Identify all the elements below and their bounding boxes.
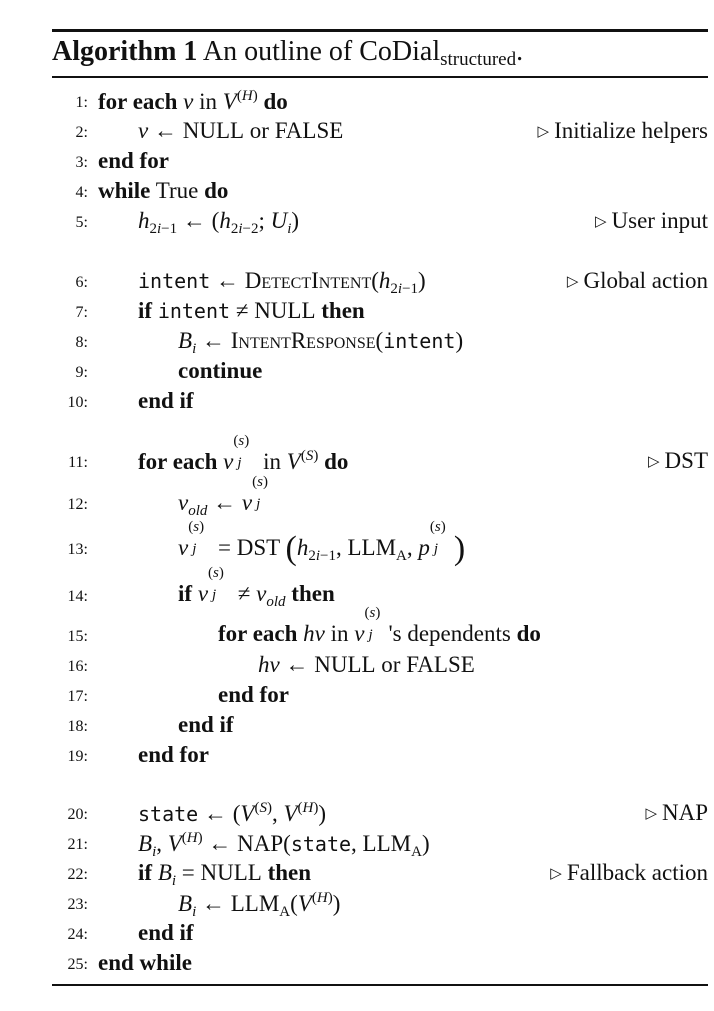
line-number: 6: — [75, 274, 88, 291]
bottom-rule — [52, 984, 708, 986]
algorithm-title-text: An outline of CoDial — [202, 36, 441, 67]
line-number: 5: — [75, 214, 88, 231]
line-number: 13: — [67, 541, 88, 558]
line-number: 18: — [67, 718, 88, 735]
algorithm-title: Algorithm 1 An outline of CoDial$_{structured}$. — [52, 36, 524, 70]
code-line-1: for each v in $V^{(H)}$ do — [98, 88, 288, 114]
line-number: 23: — [67, 896, 88, 913]
line-number: 12: — [67, 496, 88, 513]
line-number: 16: — [67, 658, 88, 675]
code-line-23: $B_i$ ← $LLM_A(V^{(H)})$ — [178, 890, 341, 920]
algorithm-label: Algorithm 1 — [52, 36, 198, 67]
algorithm-title-subscript: structured — [440, 49, 517, 70]
code-line-22: if $B_i$ = NULL then — [138, 860, 312, 889]
top-rule — [52, 29, 708, 32]
code-line-25: end while — [98, 950, 192, 975]
line-number: 7: — [75, 304, 88, 321]
code-line-2: v ← NULL or FALSE — [138, 118, 344, 143]
line-number: 10: — [67, 394, 88, 411]
code-line-11: for each v (s) j in $V^{(S)}$ do — [138, 433, 349, 474]
comment-user: ▷ User input — [594, 208, 708, 233]
line-number: 24: — [67, 926, 88, 943]
code-line-9: continue — [178, 358, 263, 383]
comment-global: ▷ Global action — [566, 268, 708, 293]
line-number: 9: — [75, 364, 88, 381]
code-line-7: if intent ≠ NULL then — [138, 298, 365, 323]
code-line-21: $B_i$, $V^{(H)}$ ← NAP(state, $LLM_A$) — [138, 830, 430, 860]
comment-nap: ▷ NAP — [645, 800, 708, 825]
code-line-3: end for — [98, 148, 169, 173]
line-number: 2: — [75, 124, 88, 141]
line-number: 20: — [67, 806, 88, 823]
line-number: 14: — [67, 588, 88, 605]
title-rule — [52, 76, 708, 78]
code-line-18: end if — [178, 712, 234, 737]
line-number: 15: — [67, 628, 88, 645]
code-line-13: v (s) j = DST ($h_{2i-1}$, $LLM_A$, p (s) j ) — [178, 519, 466, 567]
comment-dst: ▷ DST — [648, 448, 708, 473]
code-line-20: state ← ($V^{(S)}$, $V^{(H)}$) — [138, 800, 327, 826]
line-number: 21: — [67, 836, 88, 853]
line-number: 22: — [67, 866, 88, 883]
code-line-10: end if — [138, 388, 194, 413]
code-line-24: end if — [138, 920, 194, 945]
line-number: 11: — [68, 454, 88, 471]
code-line-5: $h_{2i-1}$ ← ($h_{2i-2}$; $U_i$) — [138, 208, 300, 237]
code-line-12: $v_{old}$ ← v (s) j — [178, 474, 268, 519]
code-line-4: while True do — [98, 178, 229, 203]
code-line-17: end for — [218, 682, 289, 707]
line-number: 19: — [67, 748, 88, 765]
line-number: 8: — [75, 334, 88, 351]
comment-init: ▷ Initialize helpers — [537, 118, 708, 143]
line-number: 1: — [75, 94, 88, 111]
line-number: 17: — [67, 688, 88, 705]
code-line-15: for each hv in v (s) j 's dependents do — [218, 605, 541, 646]
code-line-14: if v (s) j ≠ $v_{old}$ then — [178, 565, 335, 610]
line-number: 25: — [67, 956, 88, 973]
line-number: 3: — [75, 154, 88, 171]
code-line-19: end for — [138, 742, 209, 767]
code-line-16: hv ← NULL or FALSE — [258, 652, 475, 677]
code-line-6: intent ← $DetectIntent(h_{2i-1})$ — [138, 268, 426, 297]
comment-fallback: ▷ Fallback action — [550, 860, 708, 885]
line-number: 4: — [75, 184, 88, 201]
code-line-8: $B_i$ ← IntentResponse(intent) — [178, 328, 464, 357]
